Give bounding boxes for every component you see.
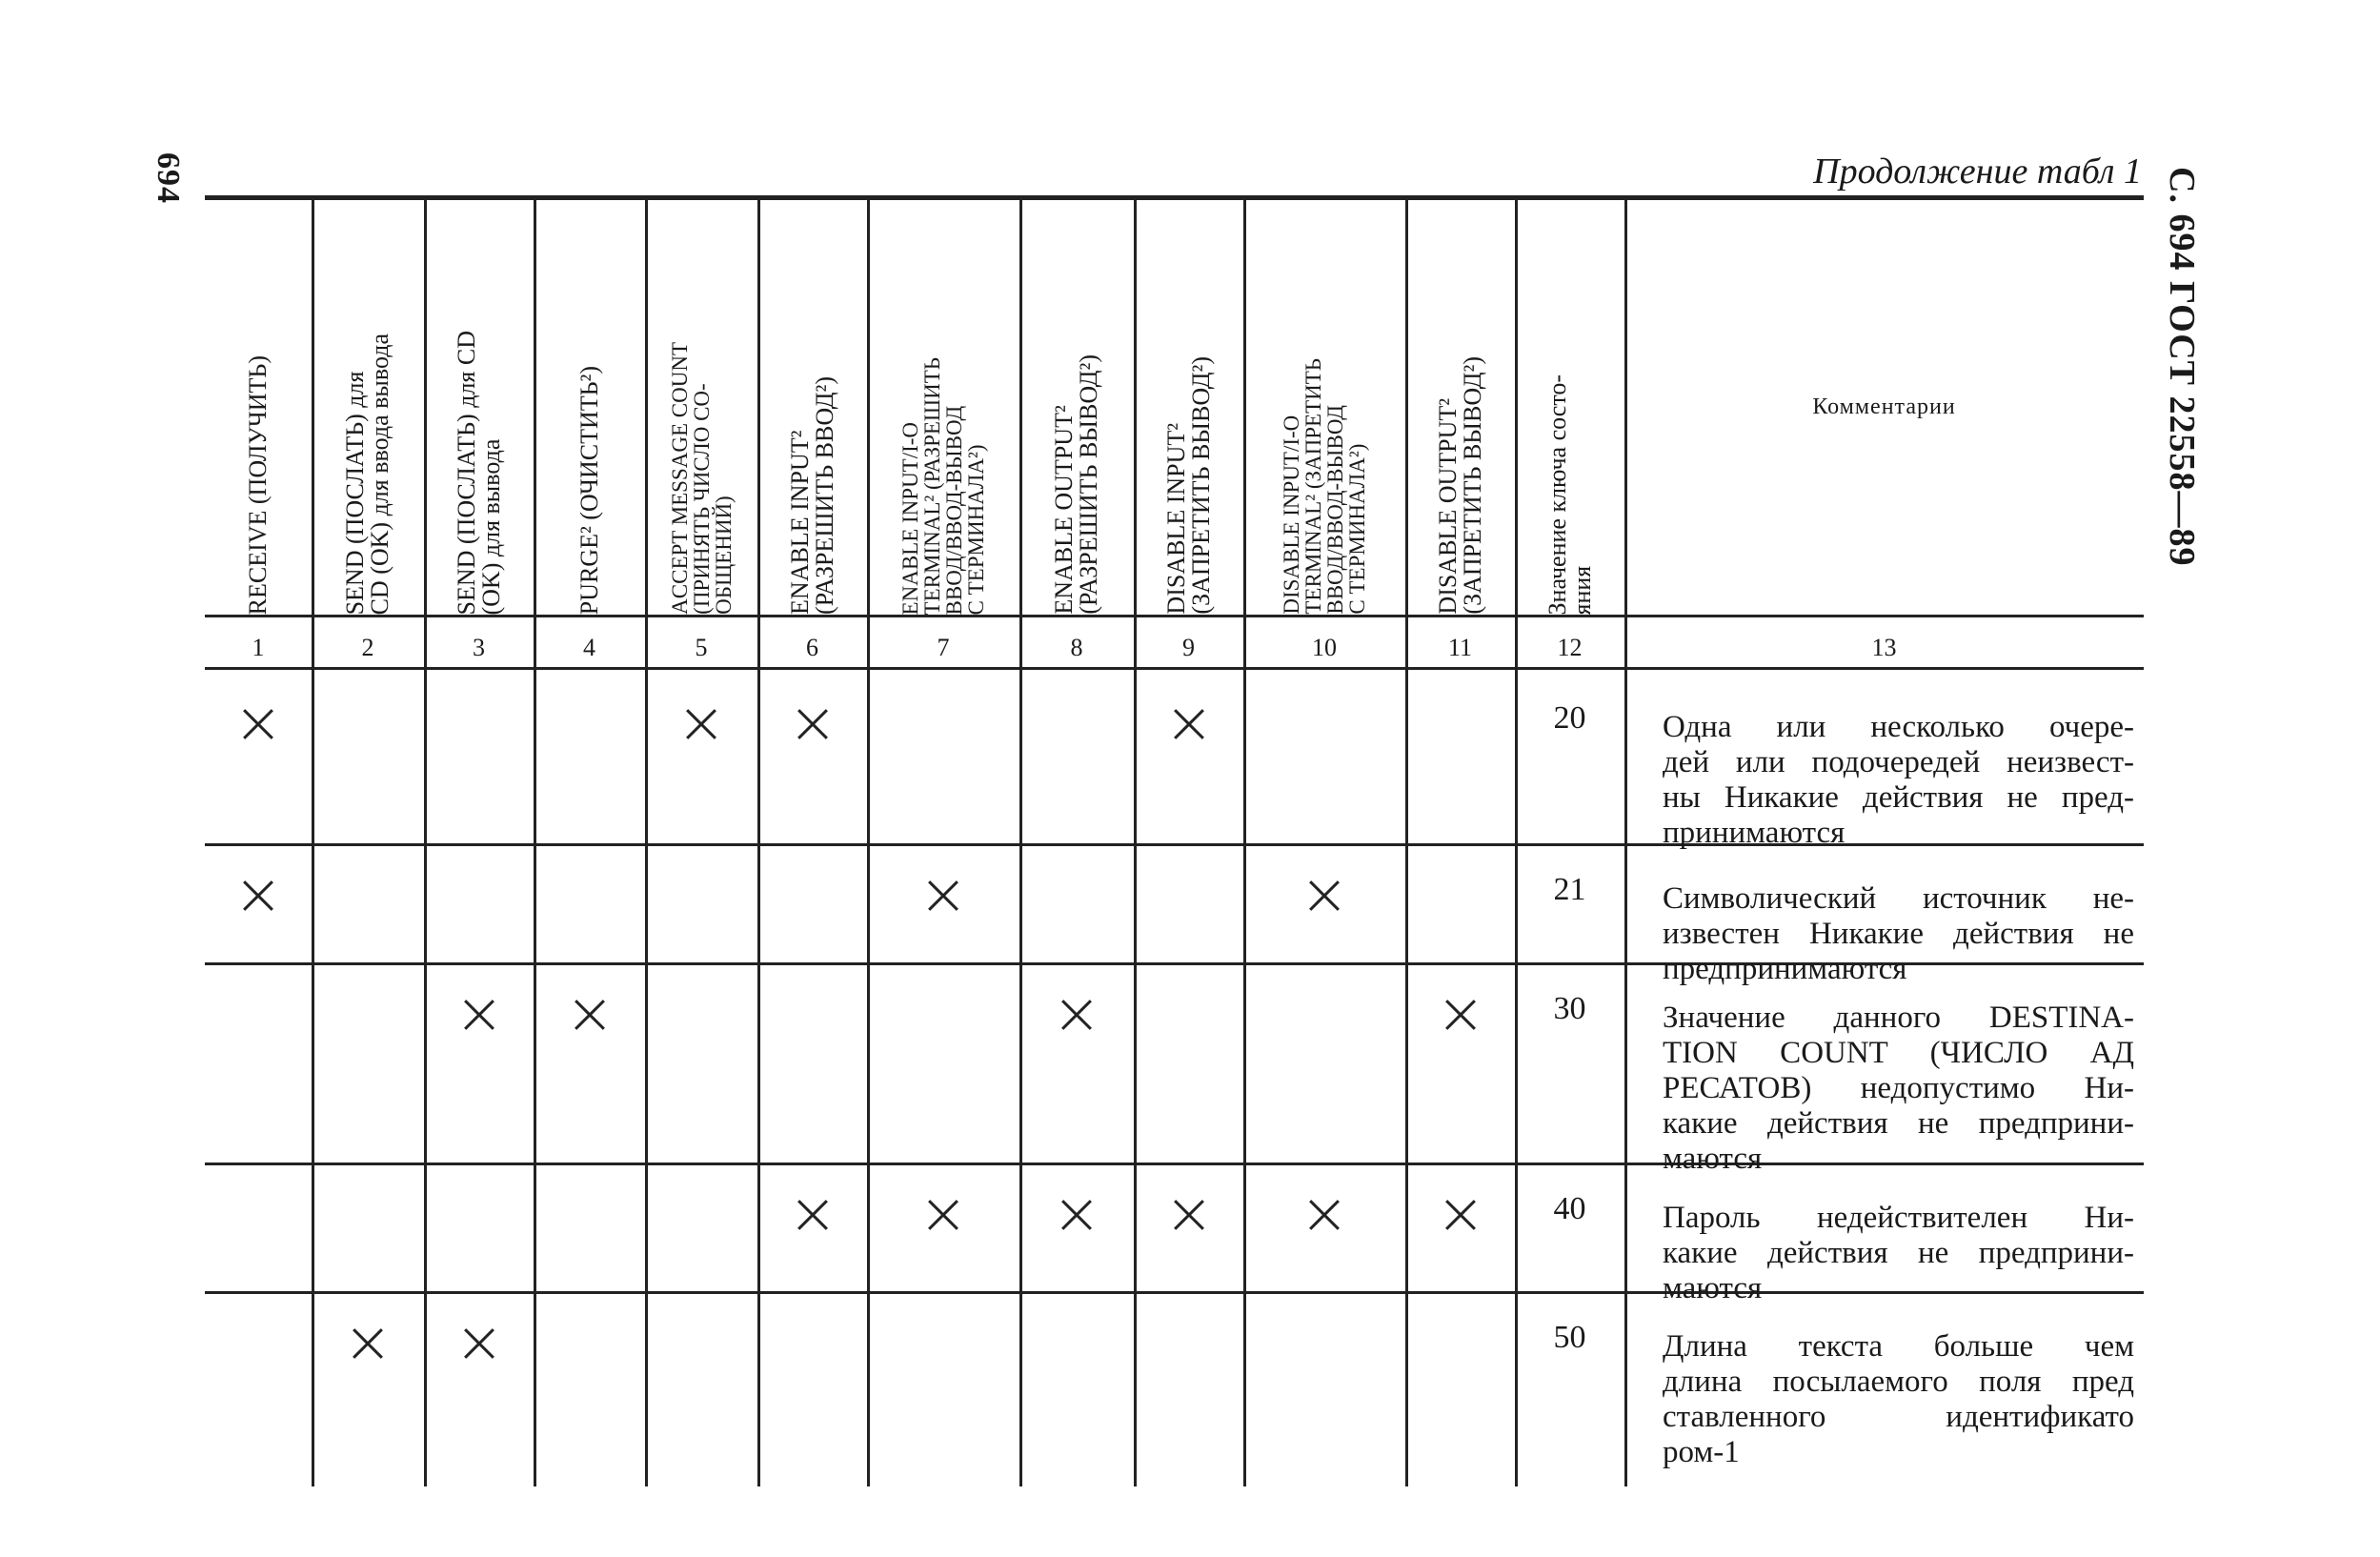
page-number: 694 <box>151 152 186 204</box>
cross-mark <box>1308 880 1341 912</box>
column-header-4 <box>534 200 645 615</box>
comment-cell <box>1663 881 2134 987</box>
column-header-1 <box>205 200 312 615</box>
column-header-5 <box>645 200 757 615</box>
comment-line: ром-1 <box>1663 1435 1740 1469</box>
running-head: С. 694 ГОСТ 22558—89 <box>2162 167 2202 567</box>
comment-line: Длина текста больше чем <box>1663 1329 2134 1364</box>
column-header-text: PURGE² (ОЧИСТИТЬ²) <box>575 365 603 615</box>
column-header-text: ENABLE OUTPUT² (РАЗРЕШИТЬ ВЫВОД²) <box>1050 354 1102 615</box>
column-header-text: ENABLE INPUT/I-O TERMINAL² (РАЗРЕШИТЬ ВВОД/ВВОД-ВЫВОД С ТЕРМИНАЛА²) <box>898 356 988 615</box>
column-number: 1 <box>252 634 265 661</box>
status-key-value: 50 <box>1553 1320 1586 1355</box>
column-header-text: DISABLE INPUT² (ЗАПРЕТИТЬ ВЫВОД²) <box>1161 356 1215 615</box>
cross-mark <box>242 880 274 912</box>
continuation-label: Продолжение табл 1 <box>1813 152 2142 192</box>
comment-line: Символический источник не- <box>1663 881 2134 916</box>
comment-line: TION COUNT (ЧИСЛО АД <box>1663 1036 2134 1070</box>
requirements-table <box>205 195 2144 1486</box>
cross-mark <box>574 999 606 1031</box>
cross-mark <box>242 708 274 740</box>
column-header-text: RECEIVE (ПОЛУЧИТЬ) <box>244 354 272 615</box>
cross-mark <box>685 708 717 740</box>
comment-line: маются <box>1663 1142 1763 1176</box>
column-number: 13 <box>1871 634 1897 661</box>
cross-mark <box>1060 999 1093 1031</box>
column-number: 3 <box>473 634 485 661</box>
column-header-2 <box>312 200 424 615</box>
status-key-value: 21 <box>1553 872 1586 907</box>
column-header-3 <box>424 200 534 615</box>
column-number: 7 <box>937 634 950 661</box>
cross-mark <box>797 708 829 740</box>
column-number: 6 <box>806 634 818 661</box>
comment-line: ны Никакие действия не пред- <box>1663 780 2134 815</box>
comment-line: РЕСАТОВ) недопустимо Ни- <box>1663 1071 2134 1105</box>
column-header-text: DISABLE OUTPUT² (ЗАПРЕТИТЬ ВЫВОД²) <box>1433 356 1486 615</box>
column-number: 11 <box>1447 634 1473 661</box>
cross-mark <box>927 880 959 912</box>
comment-line: длина посылаемого поля пред <box>1663 1365 2134 1399</box>
comment-cell <box>1663 1001 2134 1177</box>
column-header-12 <box>1515 200 1624 615</box>
comment-line: ставленного идентификато <box>1663 1400 2134 1434</box>
colnum-bottom-rule <box>205 667 2144 670</box>
column-number: 10 <box>1312 634 1337 661</box>
cross-mark <box>1444 999 1477 1031</box>
status-key-value: 30 <box>1553 991 1586 1026</box>
comment-line: Пароль недействителен Ни- <box>1663 1201 2134 1235</box>
cross-mark <box>927 1199 959 1231</box>
comment-line: какие действия не предприни- <box>1663 1106 2134 1141</box>
status-key-value: 20 <box>1553 700 1586 736</box>
column-header-9 <box>1134 200 1243 615</box>
comment-cell <box>1663 1201 2134 1306</box>
comment-line: известен Никакие действия не <box>1663 917 2134 951</box>
column-header-8 <box>1019 200 1134 615</box>
column-header-text: SEND (ПОСЛАТЬ) для CD (OK) для ввода вывода <box>341 333 393 615</box>
column-header-text: ACCEPT MESSAGE COUNT (ПРИНЯТЬ ЧИСЛО СО- ОБЩЕНИЙ) <box>667 342 736 615</box>
column-number: 12 <box>1557 634 1583 661</box>
column-header-text: Значение ключа состо- яния <box>1543 374 1596 615</box>
column-header-7 <box>867 200 1019 615</box>
comment-line: дей или подочередей неизвест- <box>1663 745 2134 779</box>
column-header-text: ENABLE INPUT² (РАЗРЕШИТЬ ВВОД²) <box>785 376 838 615</box>
cross-mark <box>797 1199 829 1231</box>
column-number: 2 <box>361 634 374 661</box>
comment-line: какие действия не предприни- <box>1663 1236 2134 1270</box>
comment-line: предпринимаются <box>1663 952 1907 986</box>
comment-line: принимаются <box>1663 816 1846 850</box>
column-header-comments: Комментарии <box>1812 394 1956 419</box>
column-number: 8 <box>1070 634 1083 661</box>
column-header-text: SEND (ПОСЛАТЬ) для CD (OK) для вывода <box>452 330 505 615</box>
cross-mark <box>352 1327 384 1360</box>
cross-mark <box>1173 708 1205 740</box>
column-header-6 <box>757 200 867 615</box>
cross-mark <box>463 1327 495 1360</box>
cross-mark <box>1173 1199 1205 1231</box>
comment-cell <box>1663 1329 2134 1470</box>
comment-line: Значение данного DESTINA- <box>1663 1001 2134 1035</box>
comment-line: Одна или несколько очере- <box>1663 710 2134 744</box>
column-header-11 <box>1405 200 1515 615</box>
column-header-10 <box>1243 200 1405 615</box>
column-number: 4 <box>583 634 595 661</box>
cross-mark <box>1308 1199 1341 1231</box>
column-number: 5 <box>695 634 708 661</box>
cross-mark <box>463 999 495 1031</box>
status-key-value: 40 <box>1553 1191 1586 1226</box>
column-header-text: DISABLE INPUT/I-O TERMINAL² (ЗАПРЕТИТЬ ВВОД/ВВОД-ВЫВОД С ТЕРМИНАЛА²) <box>1280 358 1369 615</box>
comment-line: маются <box>1663 1271 1763 1305</box>
cross-mark <box>1444 1199 1477 1231</box>
header-bottom-rule <box>205 615 2144 617</box>
comment-cell <box>1663 710 2134 851</box>
cross-mark <box>1060 1199 1093 1231</box>
column-number: 9 <box>1182 634 1195 661</box>
